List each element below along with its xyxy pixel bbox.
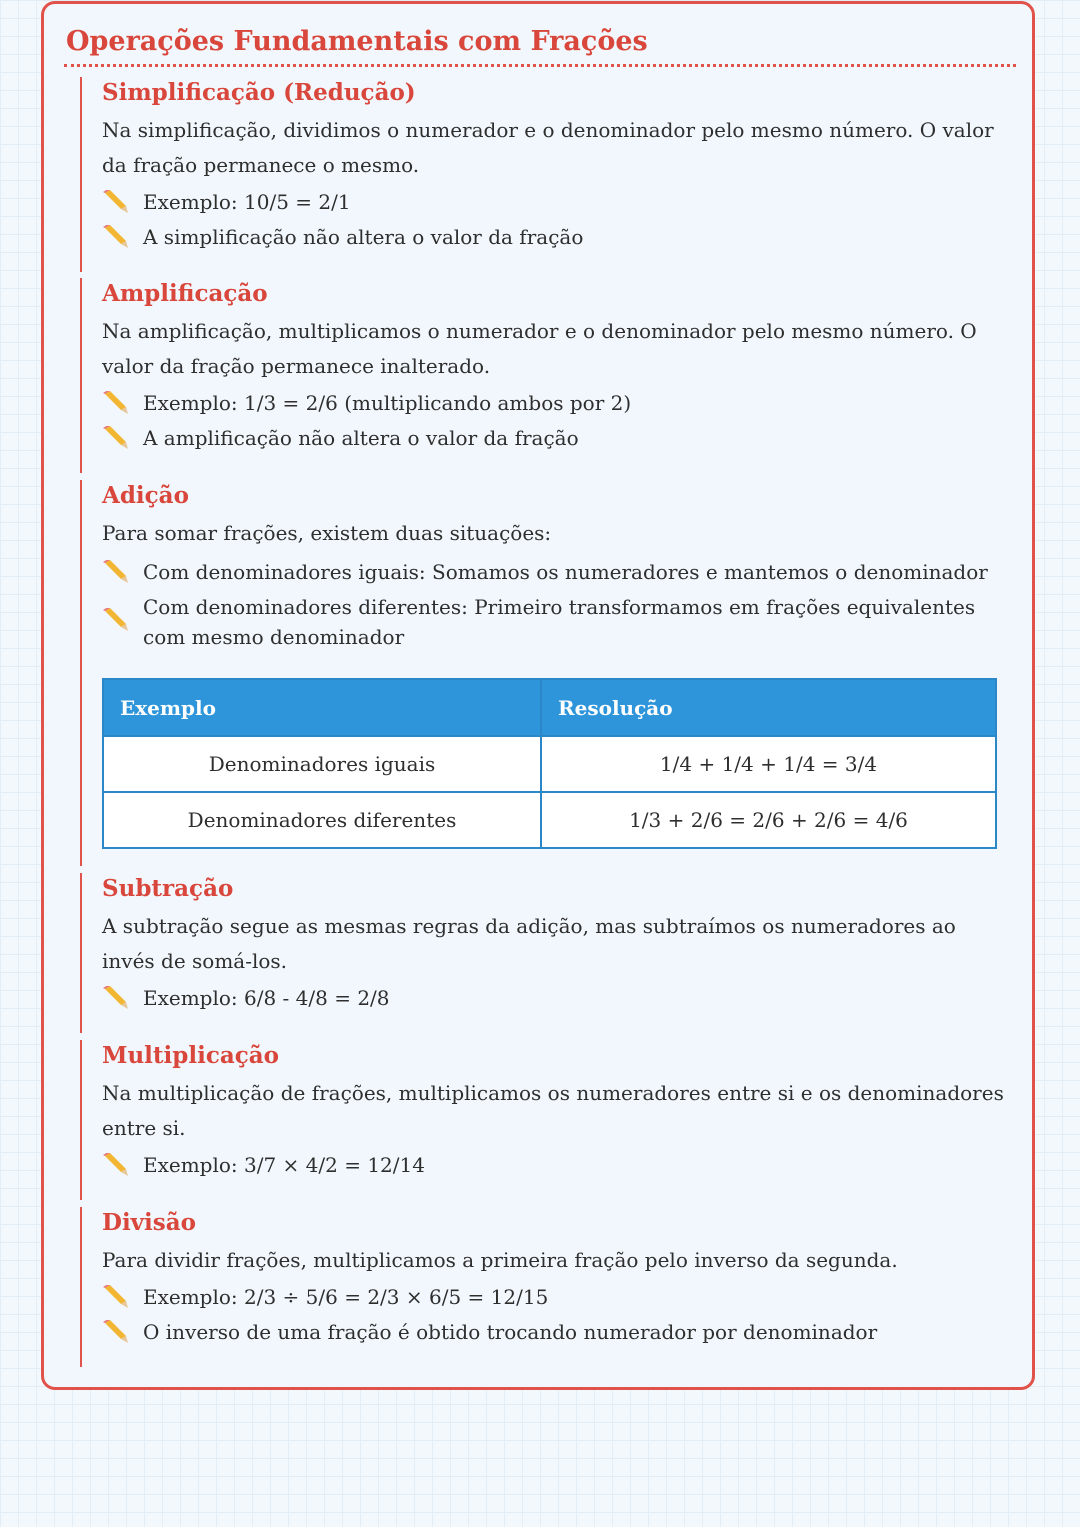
pencil-icon xyxy=(102,1153,128,1177)
section-simplificacao xyxy=(80,77,1010,272)
section-divisao xyxy=(80,1207,1010,1367)
bullet-list xyxy=(102,557,1010,652)
section-title: Simplificação (Redução) xyxy=(102,79,416,106)
table-cell: Denominadores diferentes xyxy=(103,792,541,848)
section-paragraph: Na multiplicação de frações, multiplicamos os numeradores entre si e os denominadores entre si. xyxy=(102,1081,1004,1140)
section-adicao xyxy=(80,480,1010,866)
section-paragraph: Na simplificação, dividimos o numerador e o denominador pelo mesmo número. O valor da fração permanece o mesmo. xyxy=(102,118,994,177)
list-item xyxy=(102,592,1010,652)
table-row xyxy=(103,792,996,848)
pencil-icon xyxy=(102,608,128,632)
list-item xyxy=(102,388,1010,418)
table-cell: 1/4 + 1/4 + 1/4 = 3/4 xyxy=(541,736,996,792)
bullet-text: A amplificação não altera o valor da fração xyxy=(143,426,579,450)
pencil-icon xyxy=(102,560,128,584)
list-item xyxy=(102,1282,1010,1312)
section-multiplicacao xyxy=(80,1040,1010,1200)
section-title: Adição xyxy=(102,482,189,509)
section-paragraph: Na amplificação, multiplicamos o numerador e o denominador pelo mesmo número. O valor da fração permanece inalterado. xyxy=(102,319,977,378)
bullet-text: Com denominadores iguais: Somamos os numeradores e mantemos o denominador xyxy=(143,560,988,584)
pencil-icon xyxy=(102,986,128,1010)
list-item xyxy=(102,187,1010,217)
bullet-text: Com denominadores diferentes: Primeiro transformamos em frações equivalentes com mesmo denominador xyxy=(143,595,976,649)
section-amplificacao xyxy=(80,278,1010,473)
table-header-cell: Resolução xyxy=(541,679,996,736)
content-card xyxy=(41,1,1035,1390)
bullet-list xyxy=(102,1150,1010,1180)
pencil-icon xyxy=(102,190,128,214)
table-header-cell: Exemplo xyxy=(103,679,541,736)
bullet-text: Exemplo: 6/8 - 4/8 = 2/8 xyxy=(143,986,390,1010)
list-item xyxy=(102,222,1010,252)
section-subtracao xyxy=(80,873,1010,1033)
section-title: Multiplicação xyxy=(102,1042,279,1069)
list-item xyxy=(102,557,1010,587)
pencil-icon xyxy=(102,1320,128,1344)
section-paragraph: Para somar frações, existem duas situações: xyxy=(102,521,552,545)
title-divider xyxy=(64,64,1016,67)
section-title: Amplificação xyxy=(102,280,268,307)
bullet-list xyxy=(102,187,1010,252)
pencil-icon xyxy=(102,1285,128,1309)
bullet-text: Exemplo: 2/3 ÷ 5/6 = 2/3 × 6/5 = 12/15 xyxy=(143,1285,549,1309)
pencil-icon xyxy=(102,225,128,249)
bullet-text: Exemplo: 1/3 = 2/6 (multiplicando ambos por 2) xyxy=(143,391,632,415)
pencil-icon xyxy=(102,391,128,415)
bullet-list xyxy=(102,983,1010,1013)
table-header-row xyxy=(103,679,996,736)
examples-table xyxy=(102,678,997,849)
bullet-text: Exemplo: 3/7 × 4/2 = 12/14 xyxy=(143,1153,425,1177)
table-cell: Denominadores iguais xyxy=(103,736,541,792)
page-title: Operações Fundamentais com Frações xyxy=(66,26,648,57)
pencil-icon xyxy=(102,426,128,450)
bullet-list xyxy=(102,1282,1010,1347)
table-cell: 1/3 + 2/6 = 2/6 + 2/6 = 4/6 xyxy=(541,792,996,848)
bullet-text: A simplificação não altera o valor da fração xyxy=(143,225,584,249)
section-title: Subtração xyxy=(102,875,234,902)
bullet-text: O inverso de uma fração é obtido trocando numerador por denominador xyxy=(143,1320,878,1344)
list-item xyxy=(102,983,1010,1013)
bullet-text: Exemplo: 10/5 = 2/1 xyxy=(143,190,351,214)
list-item xyxy=(102,423,1010,453)
list-item xyxy=(102,1150,1010,1180)
section-paragraph: Para dividir frações, multiplicamos a primeira fração pelo inverso da segunda. xyxy=(102,1248,898,1272)
list-item xyxy=(102,1317,1010,1347)
bullet-list xyxy=(102,388,1010,453)
section-paragraph: A subtração segue as mesmas regras da adição, mas subtraímos os numeradores ao invés de somá-los. xyxy=(102,914,956,973)
section-title: Divisão xyxy=(102,1209,196,1236)
table-row xyxy=(103,736,996,792)
